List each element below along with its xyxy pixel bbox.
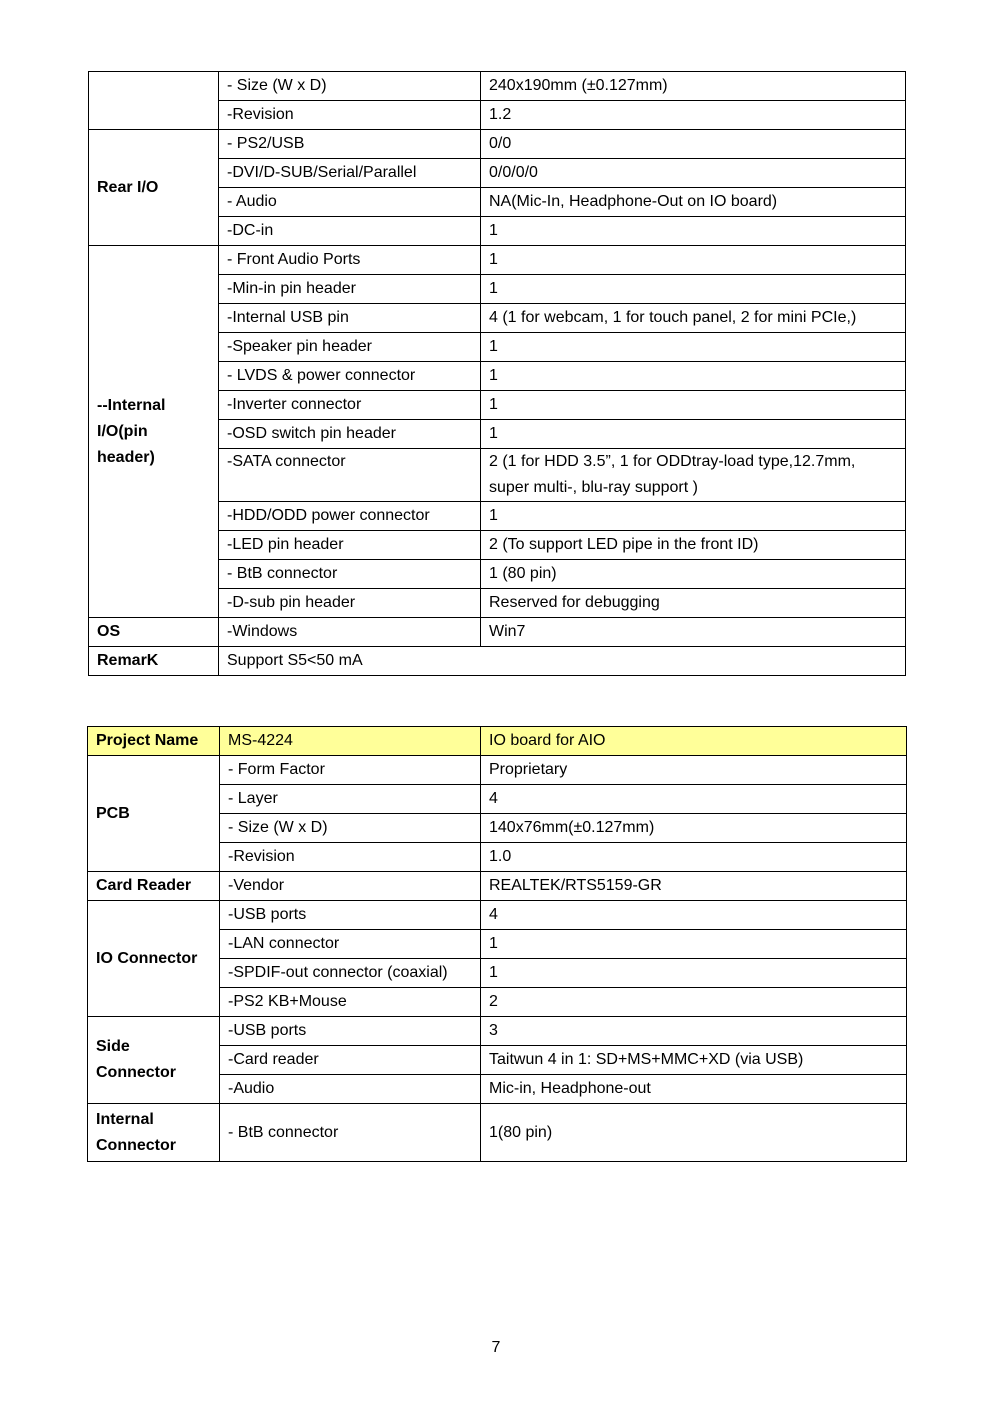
- table-row: [88, 872, 907, 901]
- category-line: Connector: [96, 1136, 176, 1154]
- spec-value: 1: [481, 333, 906, 362]
- table-row: [89, 647, 906, 676]
- spec-label: -Revision: [220, 843, 481, 872]
- header-description: IO board for AIO: [481, 727, 907, 756]
- spec-label: -DC-in: [219, 217, 481, 246]
- category-os: OS: [89, 618, 219, 647]
- table-row: [89, 72, 906, 101]
- table-row: [89, 618, 906, 647]
- spec-label: -LED pin header: [219, 531, 481, 560]
- spec-label: -Audio: [220, 1075, 481, 1104]
- remark-value: Support S5<50 mA: [219, 647, 906, 676]
- category-side-connector: [88, 1017, 220, 1104]
- spec-value: 1(80 pin): [481, 1104, 907, 1162]
- spec-value-line: super multi-, blu-ray support ): [489, 479, 698, 496]
- table-row: [88, 1017, 907, 1046]
- spec-label: - Audio: [219, 188, 481, 217]
- spec-value: 1: [481, 502, 906, 531]
- category-internal-connector: [88, 1104, 220, 1162]
- spec-value: 4 (1 for webcam, 1 for touch panel, 2 for mini PCIe,): [481, 304, 906, 333]
- category-line: Connector: [96, 1064, 176, 1081]
- spec-value: 240x190mm (±0.127mm): [481, 72, 906, 101]
- spec-label: -SPDIF-out connector (coaxial): [220, 959, 481, 988]
- spec-label: - Form Factor: [220, 756, 481, 785]
- spec-label: - Size (W x D): [220, 814, 481, 843]
- spec-value: 1: [481, 420, 906, 449]
- spec-value: NA(Mic-In, Headphone-Out on IO board): [481, 188, 906, 217]
- spec-label: -LAN connector: [220, 930, 481, 959]
- spec-label: -Speaker pin header: [219, 333, 481, 362]
- spec-label: - Size (W x D): [219, 72, 481, 101]
- category-io-connector: IO Connector: [88, 901, 220, 1017]
- spec-label: - BtB connector: [219, 560, 481, 589]
- spec-value: 1: [481, 362, 906, 391]
- spec-label: -DVI/D-SUB/Serial/Parallel: [219, 159, 481, 188]
- spec-value: 1: [481, 959, 907, 988]
- spec-label: - Front Audio Ports: [219, 246, 481, 275]
- category-line: --Internal: [97, 396, 166, 414]
- table-header-row: [88, 727, 907, 756]
- spec-value: 0/0/0/0: [481, 159, 906, 188]
- spec-value-line: 2 (1 for HDD 3.5”, 1 for ODDtray-load type,12.7mm,: [489, 453, 856, 470]
- spec-label: -HDD/ODD power connector: [219, 502, 481, 531]
- empty-category-cell: [89, 72, 219, 130]
- table-row: [88, 901, 907, 930]
- spec-value: 1.2: [481, 101, 906, 130]
- spec-label: -Vendor: [220, 872, 481, 901]
- spec-value: Win7: [481, 618, 906, 647]
- spec-label: -Revision: [219, 101, 481, 130]
- table-row: [89, 246, 906, 275]
- category-pcb: PCB: [88, 756, 220, 872]
- category-line: Internal: [96, 1110, 154, 1128]
- category-internal-io: [89, 246, 219, 618]
- spec-value: REALTEK/RTS5159-GR: [481, 872, 907, 901]
- spec-label: -Card reader: [220, 1046, 481, 1075]
- spec-value: 2: [481, 988, 907, 1017]
- category-remark: RemarK: [89, 647, 219, 676]
- spec-value: 2 (To support LED pipe in the front ID): [481, 531, 906, 560]
- spec-label: -D-sub pin header: [219, 589, 481, 618]
- spec-label: - Layer: [220, 785, 481, 814]
- category-card-reader: Card Reader: [88, 872, 220, 901]
- table-row: [88, 756, 907, 785]
- spec-value: 140x76mm(±0.127mm): [481, 814, 907, 843]
- spec-label: -OSD switch pin header: [219, 420, 481, 449]
- spec-value: 1: [481, 217, 906, 246]
- spec-label: - PS2/USB: [219, 130, 481, 159]
- spec-value: Proprietary: [481, 756, 907, 785]
- spec-label: -Inverter connector: [219, 391, 481, 420]
- spec-label: -Windows: [219, 618, 481, 647]
- spec-label: -USB ports: [220, 901, 481, 930]
- header-project-name: Project Name: [88, 727, 220, 756]
- spec-table-io-board: [87, 726, 907, 1162]
- header-model: MS-4224: [220, 727, 481, 756]
- spec-label: -SATA connector: [219, 449, 481, 502]
- spec-label: -USB ports: [220, 1017, 481, 1046]
- page-number: 7: [491, 1339, 501, 1356]
- spec-value: 1 (80 pin): [481, 560, 906, 589]
- spec-value: 0/0: [481, 130, 906, 159]
- spec-label: - BtB connector: [220, 1104, 481, 1162]
- spec-table-continued: [88, 71, 906, 676]
- category-line: header): [97, 448, 155, 466]
- category-line: I/O(pin: [97, 422, 148, 440]
- spec-value: 4: [481, 785, 907, 814]
- category-line: Side: [96, 1038, 130, 1055]
- spec-value: Reserved for debugging: [481, 589, 906, 618]
- spec-value: 3: [481, 1017, 907, 1046]
- spec-value: 1: [481, 246, 906, 275]
- spec-value: 1.0: [481, 843, 907, 872]
- spec-value: 1: [481, 391, 906, 420]
- category-rear-io: Rear I/O: [89, 130, 219, 246]
- table-row: [89, 130, 906, 159]
- spec-label: -Internal USB pin: [219, 304, 481, 333]
- spec-value: 1: [481, 275, 906, 304]
- spec-value: Taitwun 4 in 1: SD+MS+MMC+XD (via USB): [481, 1046, 907, 1075]
- spec-label: -Min-in pin header: [219, 275, 481, 304]
- table-row: [88, 1104, 907, 1162]
- spec-value: 1: [481, 930, 907, 959]
- spec-value: Mic-in, Headphone-out: [481, 1075, 907, 1104]
- spec-label: - LVDS & power connector: [219, 362, 481, 391]
- spec-value: [481, 449, 906, 502]
- spec-label: -PS2 KB+Mouse: [220, 988, 481, 1017]
- spec-value: 4: [481, 901, 907, 930]
